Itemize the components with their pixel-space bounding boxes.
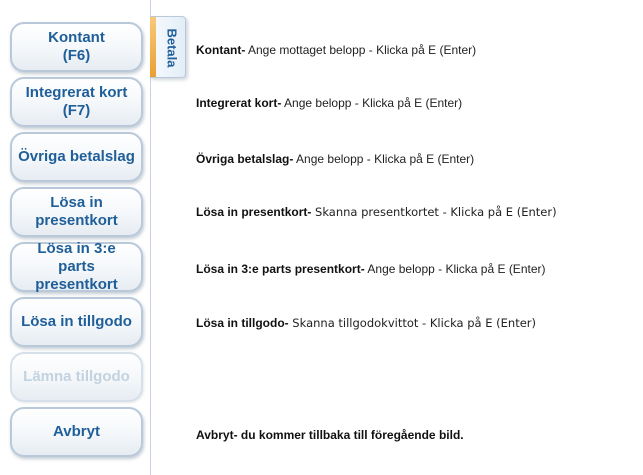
description-term: Lösa in tillgodo-	[196, 316, 289, 330]
description-text: Ange belopp - Klicka på E (Enter)	[281, 96, 463, 110]
redeem-credit-button[interactable]: Lösa in tillgodo	[10, 297, 143, 347]
other-payment-types-button[interactable]: Övriga betalslag	[10, 132, 143, 182]
payment-sidebar	[0, 0, 151, 475]
description-other-payment-types	[196, 152, 474, 166]
description-term: Övriga betalslag-	[196, 152, 294, 166]
issue-credit-button: Lämna tillgodo	[10, 352, 143, 402]
redeem-third-party-gift-card-button[interactable]: Lösa in 3:e parts presentkort	[10, 242, 143, 292]
description-cancel	[196, 428, 464, 442]
description-redeem-credit	[196, 316, 536, 330]
redeem-gift-card-button[interactable]: Lösa in presentkort	[10, 187, 143, 237]
description-text: Skanna presentkortet - Klicka på E (Enter)	[311, 205, 557, 219]
tab-pay[interactable]	[150, 16, 186, 78]
cancel-button[interactable]: Avbryt	[10, 407, 143, 457]
integrated-card-button[interactable]: Integrerat kort (F7)	[10, 77, 143, 127]
description-term: Lösa in 3:e parts presentkort-	[196, 262, 365, 276]
description-text: Ange mottaget belopp - Klicka på E (Enter)	[245, 43, 477, 57]
description-text: Ange belopp - Klicka på E (Enter)	[364, 262, 546, 276]
description-term: Integrerat kort-	[196, 96, 282, 110]
description-text: Skanna tillgodokvittot - Klicka på E (Enter)	[288, 316, 537, 330]
description-term: Avbryt- du kommer tillbaka till föregående bild.	[196, 428, 464, 442]
cash-button[interactable]: Kontant (F6)	[10, 22, 143, 72]
description-term: Lösa in presentkort-	[196, 205, 312, 219]
description-integrated-card	[196, 96, 462, 110]
tab-accent-strip	[150, 17, 156, 77]
tab-pay-label: Betala	[164, 28, 180, 68]
description-cash	[196, 43, 476, 57]
description-term: Kontant-	[196, 43, 246, 57]
description-redeem-gift-card	[196, 205, 557, 219]
description-redeem-third-party-gift-card	[196, 262, 546, 276]
description-text: Ange belopp - Klicka på E (Enter)	[293, 152, 475, 166]
